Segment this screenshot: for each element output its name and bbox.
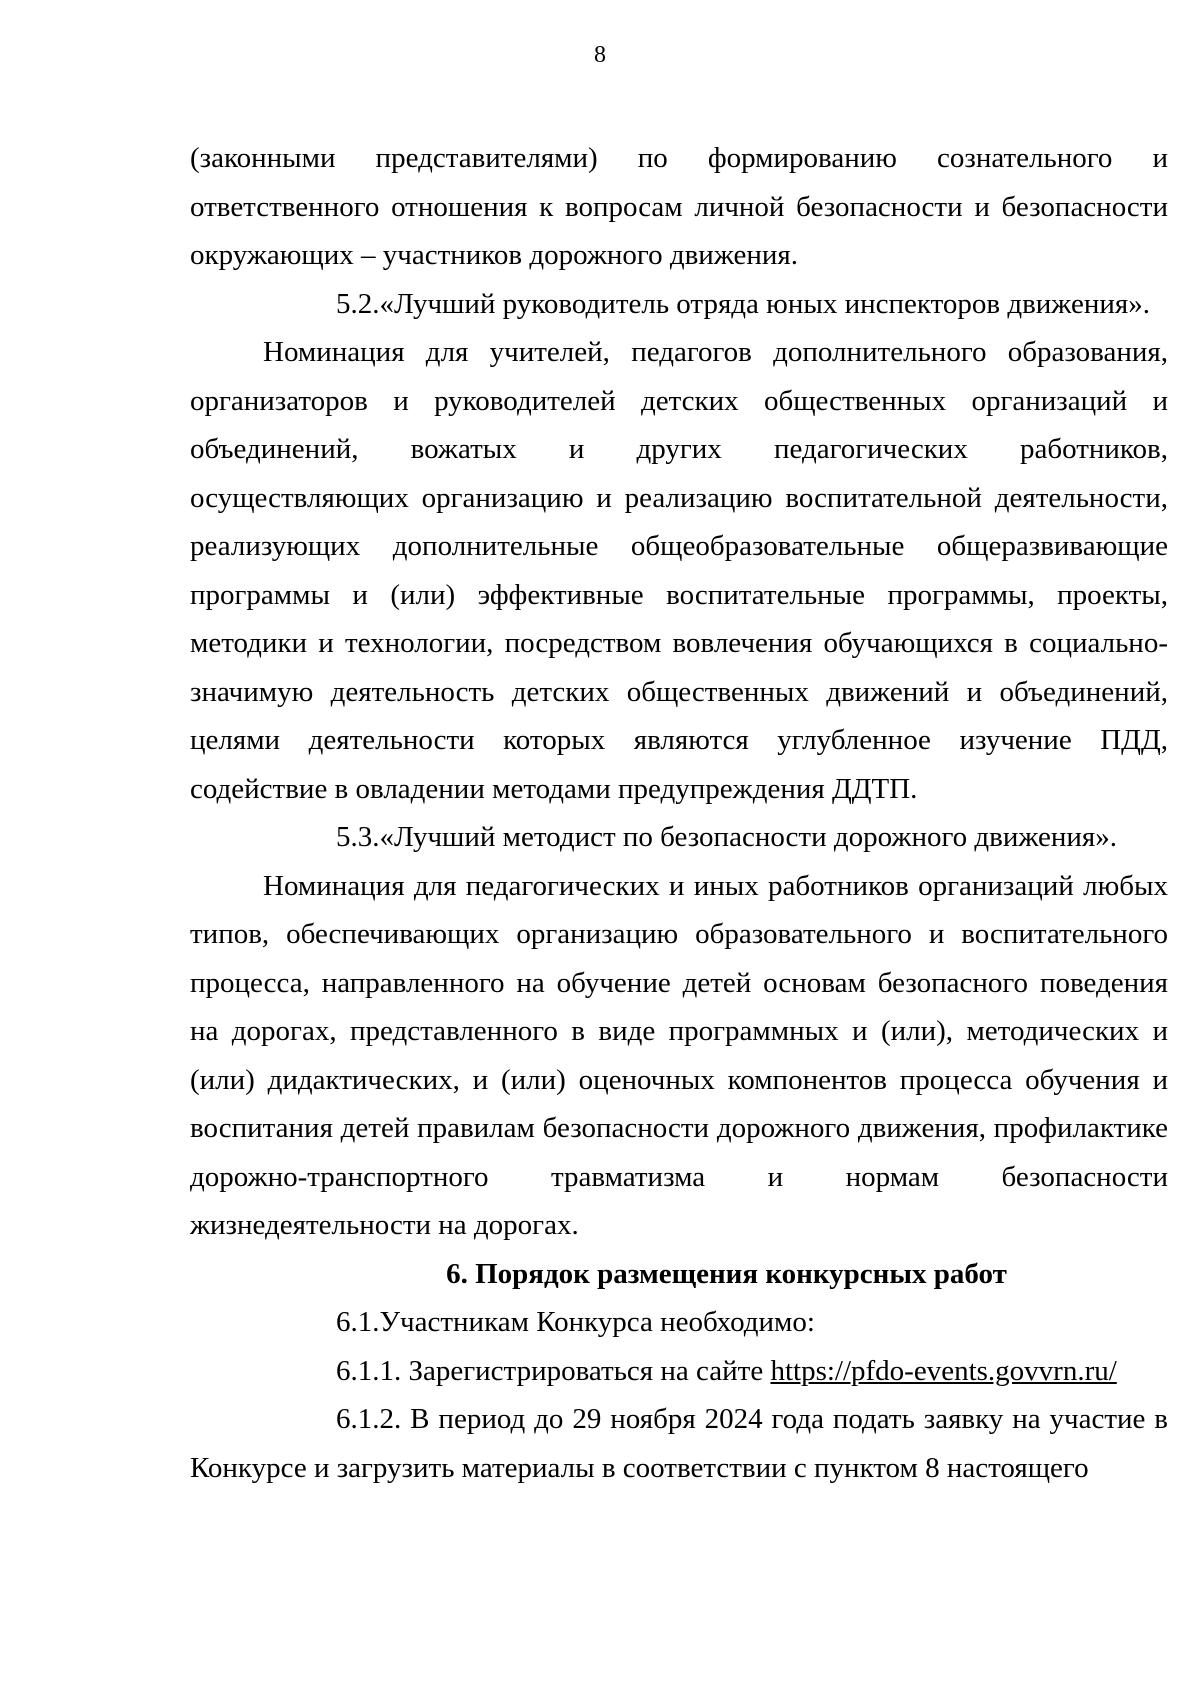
registration-link[interactable]: https://pfdo-events.govvrn.ru/ [770,1354,1117,1387]
clause-number: 5.3. [336,821,380,853]
clause-number: 5.2. [336,287,380,320]
clause-number: 6.1. [336,1306,380,1338]
clause-number: 6.1.1. [336,1354,402,1387]
section-6-heading: 6. Порядок размещения конкурсных работ [446,1257,1007,1290]
document-body [190,134,1168,1492]
clause-5-3-description: Номинация для педагогических и иных работников организаций любых типов, обеспечивающих организацию образовательного и воспитательного процесса, направленного на обучение детей основам безопасного поведения на дорогах, представленного в виде программных и (или), методических и (или) дидактических, и (или) оценочных компонентов процесса обучения и воспитания детей правилам безопасности дорожного движения, профилактике дорожно-транспортного травматизма и нормам безопасности жизнедеятельности на дорогах. [190,869,1168,1241]
clause-5-3 [190,813,1168,862]
clause-6-1-1 [190,1347,1168,1396]
clause-5-2-description: Номинация для учителей, педагогов дополнительного образования, организаторов и руководителей детских общественных организаций и объединений, вожатых и других педагогических работников, осуществляющих организацию и реализацию воспитательной деятельности, реализующих дополнительные общеобразовательные общеразвивающие программы и (или) эффективные воспитательные программы, проекты, методики и технологии, посредством вовлечения обучающихся в социально-значимую деятельность детских общественных движений и объединений, целями деятельности которых являются углубленное изучение ПДД, содействие в овладении методами предупреждения ДДТП. [190,336,1168,805]
clause-text: Зарегистрироваться на сайте [408,1354,771,1387]
clause-5-2 [190,280,1168,329]
clause-text: Участникам Конкурса необходимо: [379,1306,815,1338]
clause-number: 6.1.2. [336,1403,402,1435]
clause-text: В период до 29 ноября 2024 года подать заявку на участие в Конкурсе и загрузить материалы в соответствии с пунктом 8 настоящего [190,1403,1169,1484]
clause-title: «Лучший методист по безопасности дорожного движения». [379,821,1118,853]
clause-6-1 [190,1298,1168,1347]
page-number: 8 [594,42,606,68]
clause-title: «Лучший руководитель отряда юных инспекторов движения». [379,287,1150,320]
clause-6-1-2 [190,1395,1168,1492]
paragraph-continuation: (законными представителями) по формированию сознательного и ответственного отношения к вопросам личной безопасности и безопасности окружающих – участников дорожного движения. [190,142,1168,271]
